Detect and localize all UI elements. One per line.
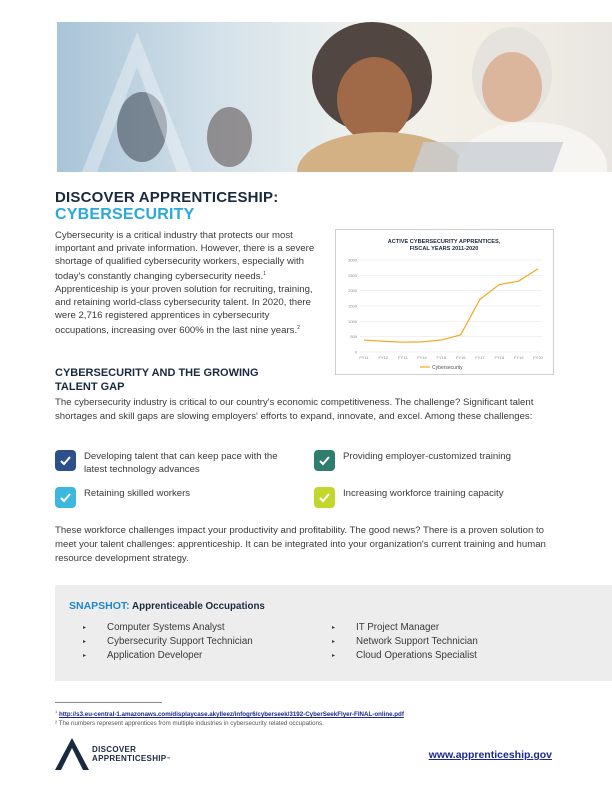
x-tick-label: FY12 — [378, 355, 389, 360]
checkmark-icon — [55, 450, 76, 471]
talent-gap-paragraph: The cybersecurity industry is critical to our country's economic competitiveness. The challenge? Significant talent shortages and skill gaps are slowing employers' efforts to expand, innovate, and excel. Among these challenges: — [55, 397, 534, 422]
x-tick-label: FY18 — [494, 355, 505, 360]
checkmark-icon — [314, 487, 335, 508]
checkmark-icon — [55, 487, 76, 508]
logo-a-icon — [55, 738, 89, 770]
x-tick-label: FY16 — [455, 355, 466, 360]
bullet-icon: ▸ — [332, 625, 336, 631]
y-tick-label: 1000 — [348, 318, 357, 324]
footnote-link[interactable]: http://s3.eu-central-1.amazonaws.com/displaycase.akylleez/infogr6/cyberseek/3192-CyberSeekFlyer-FINAL-online.pdf — [58, 711, 404, 719]
chart-title: ACTIVE CYBERSECURITY APPRENTICES, — [387, 239, 501, 245]
apprenticeship-logo: DISCOVER APPRENTICESHIP™ — [55, 738, 171, 770]
y-tick-label: 0 — [354, 349, 357, 355]
x-tick-label: FY14 — [417, 355, 427, 360]
bullet-icon: ▸ — [83, 625, 87, 631]
footnote-divider — [55, 702, 162, 703]
y-tick-label: 1500 — [348, 303, 357, 309]
x-tick-label: FY17 — [475, 355, 485, 360]
page-title-line2: CYBERSECURITY — [55, 206, 195, 223]
occupation-item: ▸ IT Project Manager — [332, 622, 440, 633]
occupation-item: ▸ Cybersecurity Support Technician — [83, 636, 253, 647]
challenge-text: Increasing workforce training capacity — [343, 488, 504, 499]
bullet-icon: ▸ — [332, 653, 336, 659]
snapshot-title: SNAPSHOT: Apprenticeable Occupations — [69, 600, 265, 612]
page-title-line1: DISCOVER APPRENTICESHIP: — [55, 189, 279, 206]
snapshot-box — [55, 585, 612, 681]
x-tick-label: FY20 — [533, 355, 543, 360]
challenge-item — [314, 487, 564, 508]
y-tick-label: 2000 — [348, 288, 357, 294]
apprentices-chart — [335, 229, 554, 375]
section-heading: CYBERSECURITY AND THE GROWING TALENT GAP — [55, 367, 259, 393]
x-tick-label: FY11 — [359, 355, 369, 360]
bullet-icon: ▸ — [332, 639, 336, 645]
website-link[interactable]: www.apprenticeship.gov — [428, 749, 552, 761]
y-tick-label: 2500 — [348, 272, 357, 278]
bullet-icon: ▸ — [83, 639, 87, 645]
hero-photo — [57, 22, 612, 172]
occupation-item: ▸ Computer Systems Analyst — [83, 622, 225, 633]
challenge-text: Developing talent that can keep pace with the latest technology advances — [84, 451, 278, 475]
checkmark-icon — [314, 450, 335, 471]
hero-logo-watermark — [57, 22, 612, 172]
y-tick-label: 500 — [350, 334, 357, 340]
closing-paragraph: These workforce challenges impact your productivity and profitability. The good news? There is a proven solution to meet your talent challenges: apprenticeship. It can be integrated into your organization's current training and human resource development strategy. — [55, 525, 546, 564]
challenge-item — [55, 487, 295, 508]
chart-svg — [336, 230, 553, 374]
series-line-cybersecurity — [364, 269, 538, 342]
challenge-text: Retaining skilled workers — [84, 488, 191, 499]
y-tick-label: 3000 — [348, 257, 357, 263]
bullet-icon: ▸ — [83, 653, 87, 659]
x-tick-label: FY15 — [436, 355, 447, 360]
occupation-item: ▸ Application Developer — [83, 650, 203, 661]
challenge-item — [314, 450, 564, 471]
legend-label: Cybersecurity — [432, 365, 463, 371]
x-tick-label: FY19 — [513, 355, 524, 360]
occupation-item: ▸ Cloud Operations Specialist — [332, 650, 477, 661]
intro-paragraph: Cybersecurity is a critical industry that protects our most important and private information. However, there is a severe shortage of qualified cybersecurity workers, especially with today's constantly changing cybersecurity needs.$^1$ Apprenticeship is your proven solution for recruiting, training, and retaining world-class cybersecurity talent. In 2020, there were 2,716 registered apprentices in cybersecurity occupations, increasing over 600% in the last nine years.$^2$ — [55, 230, 315, 337]
challenge-item — [55, 450, 295, 476]
chart-subtitle: FISCAL YEARS 2011-2020 — [409, 246, 479, 252]
challenge-text: Providing employer-customized training — [343, 451, 511, 462]
footnote-1: $^1$ http://s3.eu-central-1.amazonaws.com/displaycase.akylleez/infogr6/cyberseek/3192-CyberSeekFlyer-FINAL-online.pdf — [55, 709, 404, 719]
occupation-item: ▸ Network Support Technician — [332, 636, 478, 647]
x-tick-label: FY13 — [397, 355, 408, 360]
footnote-2: ² The numbers represent apprentices from multiple industries in cybersecurity related occupations. — [55, 720, 324, 727]
